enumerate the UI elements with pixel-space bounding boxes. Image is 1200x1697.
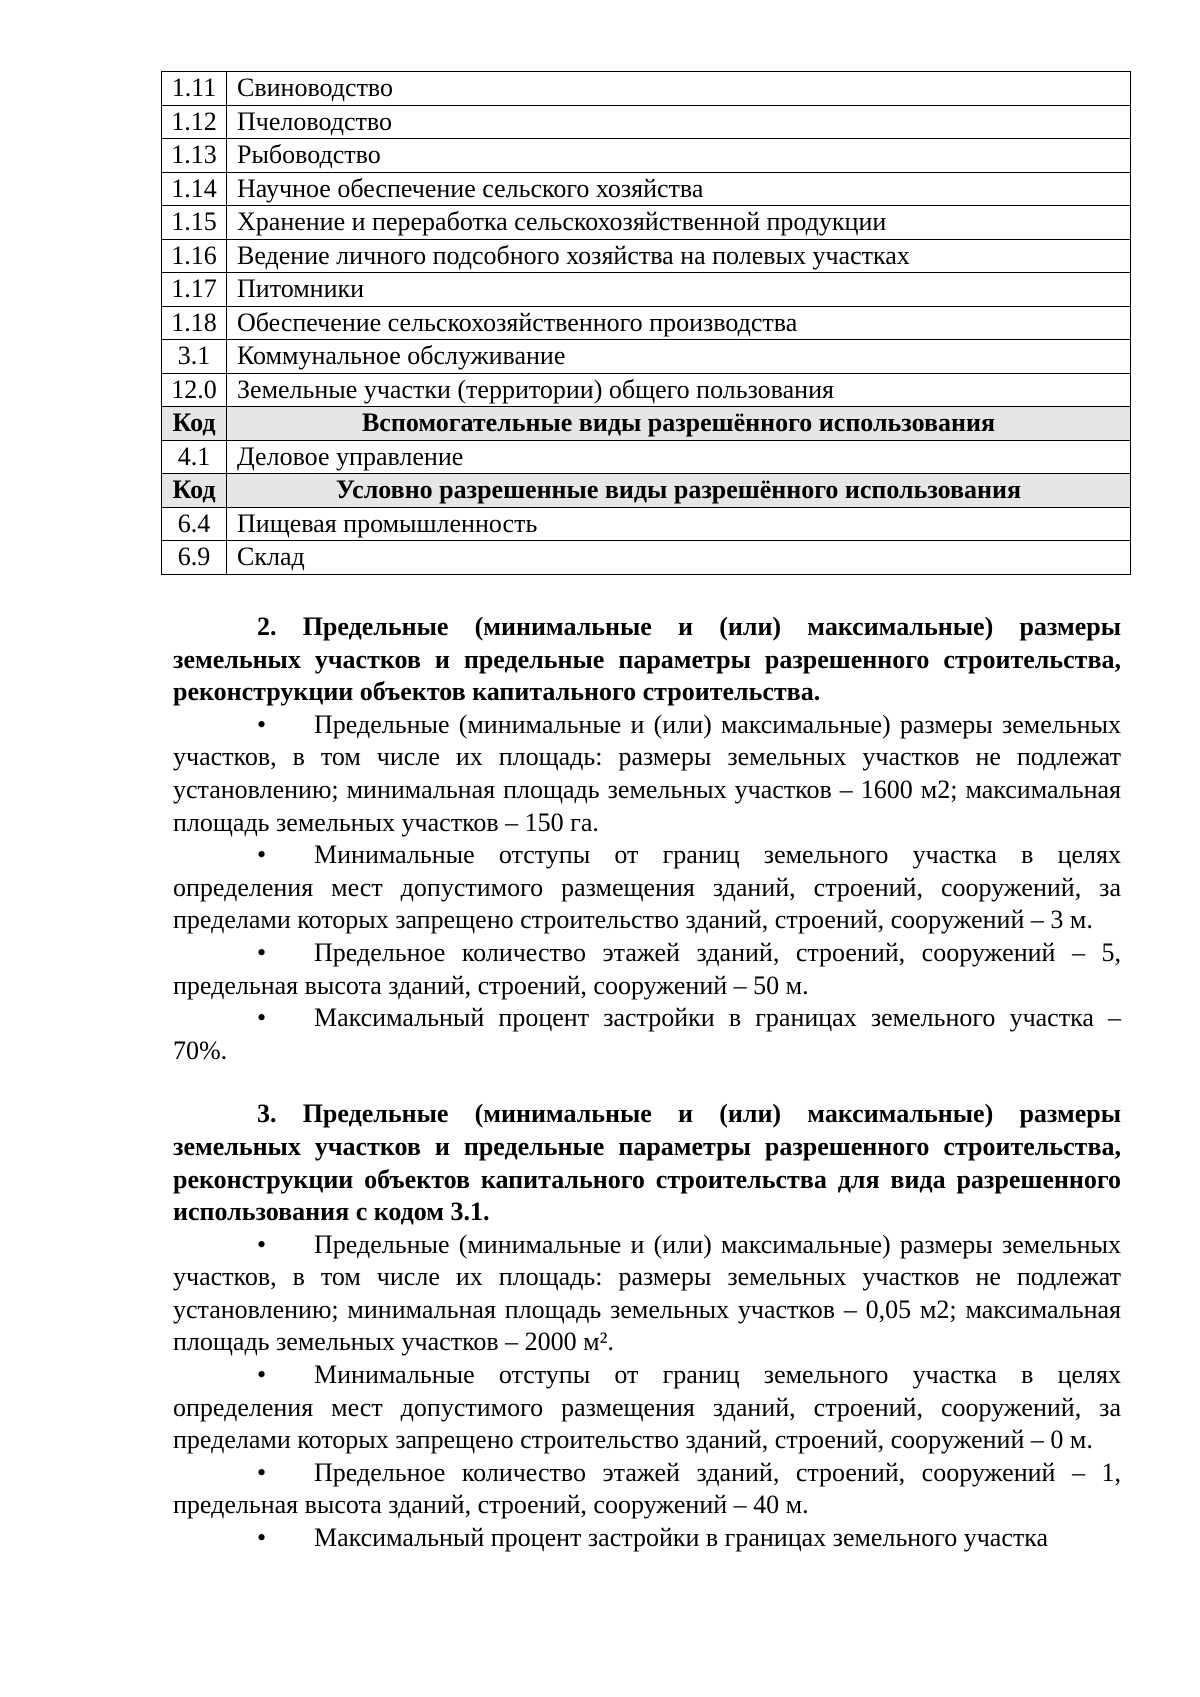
list-item-text: Предельные (минимальные и (или) максимальные) размеры земельных участков, в том числе их площадь: размеры земельных участков не подлежат установлению; минимальная площадь земельных участков – 1600 м2; максимальная площадь земельных участков – 150 га. [173,709,1121,837]
table-row [162,541,1131,575]
use-code: 6.9 [162,541,227,575]
list-item-text: Предельное количество этажей зданий, строений, сооружений – 1, предельная высота зданий, строений, сооружений – 40 м. [173,1457,1121,1520]
use-name: Рыбоводство [227,139,1131,173]
use-code: 1.18 [162,306,227,340]
table-row [162,340,1131,374]
table-row [162,273,1131,307]
bullet-icon: • [257,1229,267,1259]
auxiliary-uses-header [162,407,1131,441]
bullet-icon: • [257,1523,267,1553]
use-code: 6.4 [162,507,227,541]
use-code: 12.0 [162,373,227,407]
land-use-table [161,71,1131,575]
list-item-text: Максимальный процент застройки в границах земельного участка – 70%. [173,1003,1121,1065]
list-item [173,1522,1121,1555]
table-row [162,206,1131,240]
list-item-text: Предельные (минимальные и (или) максимальные) размеры земельных участков, в том числе их площадь: размеры земельных участков не подлежат установлению; минимальная площадь земельных участков – 0,05 м2; максимальная площадь земельных участков – 2000 м². [173,1229,1121,1357]
use-name: Хранение и переработка сельскохозяйственной продукции [227,206,1131,240]
use-code: 1.12 [162,105,227,139]
use-code: 1.16 [162,239,227,273]
use-code: 4.1 [162,440,227,474]
use-name: Склад [227,541,1131,575]
use-name: Коммунальное обслуживание [227,340,1131,374]
bullet-icon: • [257,1457,267,1487]
use-name: Земельные участки (территории) общего пользования [227,373,1131,407]
table-row [162,172,1131,206]
table-row [162,239,1131,273]
list-item [173,1457,1121,1522]
list-item-text: Минимальные отступы от границ земельного участка в целях определения мест допустимого размещения зданий, строений, сооружений, за пределами которых запрещено строительство зданий, строений, сооружений – 0 м. [173,1360,1121,1455]
use-code: 1.15 [162,206,227,240]
header-title: Условно разрешенные виды разрешённого использования [227,474,1131,508]
bullet-icon: • [257,840,267,870]
use-name: Пищевая промышленность [227,507,1131,541]
conditional-uses-header [162,474,1131,508]
bullet-icon: • [257,1360,267,1390]
use-name: Свиноводство [227,72,1131,106]
bullet-icon: • [257,709,267,739]
use-name: Деловое управление [227,440,1131,474]
list-item [173,839,1121,937]
list-item-text: Минимальные отступы от границ земельного участка в целях определения мест допустимого размещения зданий, строений, сооружений, за пределами которых запрещено строительство зданий, строений, сооружений – 3 м. [173,840,1121,935]
list-item-text: Максимальный процент застройки в границах земельного участка [314,1523,1049,1553]
table-row [162,105,1131,139]
list-item [173,1002,1121,1067]
table-row [162,72,1131,106]
table-row [162,440,1131,474]
table-row [162,373,1131,407]
header-code: Код [162,474,227,508]
use-code: 1.17 [162,273,227,307]
list-item-text: Предельное количество этажей зданий, строений, сооружений – 5, предельная высота зданий, строений, сооружений – 50 м. [173,937,1121,1000]
list-item [173,1229,1121,1359]
header-code: Код [162,407,227,441]
document-body [173,611,1121,1555]
section-2-heading: 2. Предельные (минимальные и (или) максимальные) размеры земельных участков и предельные параметры разрешенного строительства, реконструкции объектов капитального строительства. [173,612,1121,707]
use-name: Обеспечение сельскохозяйственного производства [227,306,1131,340]
header-title: Вспомогательные виды разрешённого использования [227,407,1131,441]
table-row [162,306,1131,340]
use-name: Питомники [227,273,1131,307]
section-3-heading: 3. Предельные (минимальные и (или) максимальные) размеры земельных участков и предельные параметры разрешенного строительства, реконструкции объектов капитального строительства для вида разрешенного использования с кодом 3.1. [173,1099,1121,1227]
list-item [173,937,1121,1002]
use-name: Пчеловодство [227,105,1131,139]
use-name: Научное обеспечение сельского хозяйства [227,172,1131,206]
list-item [173,709,1121,839]
bullet-icon: • [257,1003,267,1033]
use-code: 1.13 [162,139,227,173]
table-row [162,507,1131,541]
use-code: 3.1 [162,340,227,374]
use-code: 1.14 [162,172,227,206]
use-name: Ведение личного подсобного хозяйства на полевых участках [227,239,1131,273]
list-item [173,1359,1121,1457]
table-row [162,139,1131,173]
bullet-icon: • [257,937,267,967]
use-code: 1.11 [162,72,227,106]
